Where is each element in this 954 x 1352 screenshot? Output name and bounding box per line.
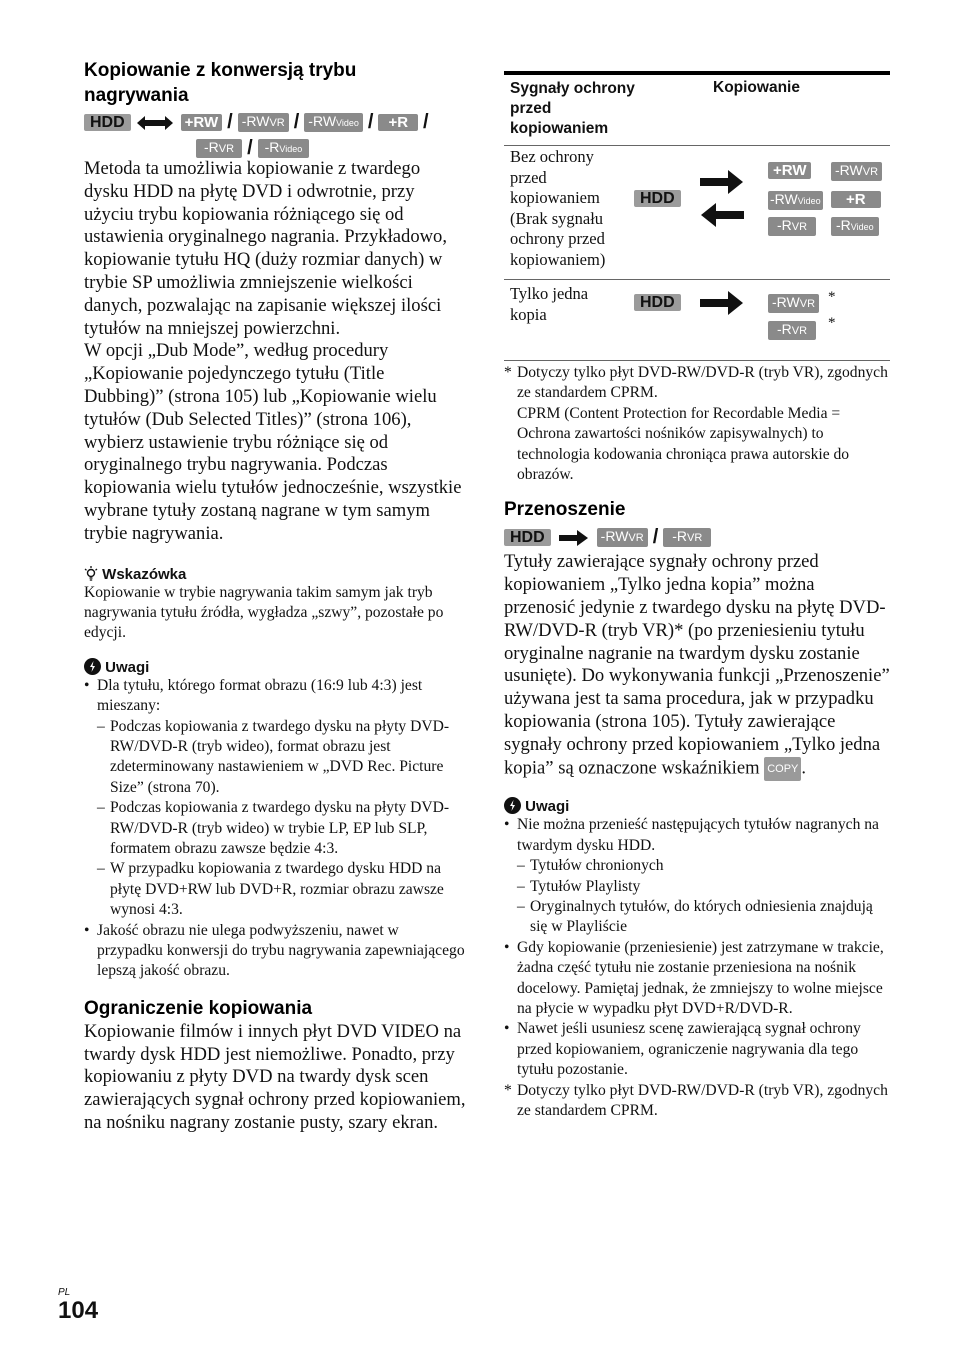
list-item [504,815,890,937]
badge-plus-r-text: +R [846,191,866,208]
page-number: 104 [58,1297,99,1324]
badge-r-vr-sub: VR [687,532,703,545]
badge-plus-rw [181,114,222,131]
paragraph-move-end: . [801,757,807,779]
list-item: – Podczas kopiowania z twardego dysku na płyty DVD-RW/DVD-R (tryb wideo), format obrazu jest zdeterminowany nastawieniem w „DVD Rec. Picture Size” (strona 70). [97,717,466,799]
badge-rw-vr [238,113,289,132]
badge-rw-vr-sub: VR [799,298,816,310]
separator: / [652,526,659,549]
badge-rw-vr-main: -RW [835,162,863,178]
hdd-badge: HDD [634,190,681,207]
badge-r-vr [663,528,711,547]
heading-move: Przenoszenie [504,499,626,521]
badge-rw-video [768,191,823,210]
sub-list [517,856,890,938]
right-body [504,363,890,1122]
hdd-badge: HDD [84,114,131,131]
badge-rw-video-sub: Video [797,196,821,206]
badge-rw-vr-sub: VR [269,117,285,129]
paragraph-copy-restriction: Kopiowanie filmów i innych płyt DVD VIDEO na twardy dysk HDD jest niemożliwe. Ponadto, przy kopiowaniu z płyty DVD na twardy dysk scen zawierających sygnał ochrony przed kopiowaniem, na nośniku nagrany zostanie pusty, szary ekran. [84,1020,466,1134]
badge-rw-vr-main: -RW [772,294,800,310]
copy-once-indicator: COPY [764,757,801,782]
notes-label: Uwagi [525,798,570,816]
hdd-badge: HDD [634,294,681,311]
paragraph-move [504,551,890,781]
badge-rw-vr [597,528,648,547]
badge-plus-r-text: +R [388,114,409,131]
asterisk: * [828,289,836,305]
list-item: – Oryginalnych tytułów, do których odniesienia znajdują się w Playliście [517,897,890,938]
list-item [84,676,466,921]
badge-rw-video [304,113,363,132]
notes-section-right [504,797,890,1121]
footnote-text-cprm: CPRM (Content Protection for Recordable Media = Ochrona zawartości nośników zapisywalnych) to technologia kodowania chroniąca prawa autorskie do obrazów. [517,404,850,484]
notes-header [84,658,466,676]
list-item: – Podczas kopiowania z twardego dysku na płyty DVD-RW/DVD-R (tryb wideo) w trybie LP, EP lub SLP, formatem obrazu zawsze będzie 4:3. [97,798,466,859]
list-item: • Jakość obrazu nie ulega podwyższeniu, nawet w przypadku konwersji do trybu nagrywania zapewniającego lepszą jakość obrazu. [84,921,466,982]
badge-r-video-sub: Video [279,144,303,154]
arrow-right-icon [700,169,744,195]
badge-r-vr [196,139,242,158]
badge-r-video-main: -R [836,217,851,233]
badge-r-video [258,139,310,158]
paragraph-method: Metoda ta umożliwia kopiowanie z twardego dysku HDD na płytę DVD i odwrotnie, przy użyciu trybu kopiowania różniącego się od ustawienia oryginalnego nagrania. Przykładowo, kopiowanie tytułu HQ (duży rozmiar danych) w trybie SP umożliwia zmniejszenie wielkości danych, pozwalając na zapisanie większej ilości tytułów na mniejszej powierzchni. [84,158,447,339]
heading-copy-restriction: Ograniczenie kopiowania [84,997,313,1019]
paragraph-dub-mode: W opcji „Dub Mode”, według procedury „Kopiowanie pojedynczego tytułu (Title Dubbing)” (strona 105) lub „Kopiowanie wielu tytułów (Dub Selected Titles)” (strona 106), wybierz ustawienie trybu różniące się od oryginalnego trybu nagrywania. Podczas kopiowania wielu tytułów jednocześnie, wszystkie wybrane tytuły zostaną nagrane w tym samym trybie nagrywania. [84,340,462,544]
separator: / [293,111,300,133]
arrow-right-icon [559,529,589,547]
list-item: – W przypadku kopiowania z twardego dysku HDD na płytę DVD+RW lub DVD+R, rozmiar obrazu zawsze wynosi 4:3. [97,859,466,920]
tip-text: Kopiowanie w trybie nagrywania takim samym jak tryb nagrywania tytułu źródła, wygładza „szwy”, pozostałe po edycji. [84,583,444,642]
badge-rw-video-main: -RW [770,191,798,207]
badge-plus-rw-text: +RW [184,114,219,131]
badge-r-video-sub: Video [850,222,874,232]
separator: / [423,111,429,133]
heading-dubbing-mode-conversion: Kopiowanie z konwersją trybu nagrywania [84,60,357,106]
badge-r-video-main: -R [264,139,280,155]
arrow-right-icon [700,290,744,316]
media-badges-row1 [84,111,430,134]
list-item: • Nawet jeśli usuniesz scenę zawierającą sygnał ochrony przed kopiowaniem, ograniczenie nagrywania dla tego tytułu pozostanie. [504,1019,890,1080]
left-body [84,158,466,1135]
notes-label: Uwagi [105,658,150,676]
footnote-text: Dotyczy tylko płyt DVD-RW/DVD-R (tryb VR), zgodnych ze standardem CPRM. [517,364,888,402]
notes-section-left [84,658,466,982]
footnote-mark: * [504,1081,512,1099]
badge-rw-video-main: -RW [308,113,337,129]
badge-rw-vr [768,294,819,313]
badge-r-vr [768,217,816,236]
separator: / [227,111,233,133]
notes-list-left [84,676,466,982]
table-header-copying: Kopiowanie [713,79,800,96]
badge-r-vr-sub: VR [791,221,808,233]
row-label-copy-once: Tylko jedna kopia [510,284,589,324]
badge-rw-vr-main: -RW [600,528,629,545]
footnote-cprm-2 [504,1081,890,1122]
page-language: PL [58,1287,71,1298]
separator: / [247,137,253,159]
table-header-signals: Sygnały ochrony przed kopiowaniem [510,80,635,137]
badge-plus-rw-text: +RW [773,162,807,179]
note-cannot-move: Nie można przenieść następujących tytułów nagranych na twardym dysku HDD. [517,816,879,854]
table-header-row [504,75,890,146]
warning-icon [84,658,101,675]
tip-label: Wskazówka [102,565,187,583]
move-badges [504,526,890,549]
badge-r-vr [768,321,816,340]
badge-r-vr-main: -R [672,528,688,545]
badge-plus-r [831,191,881,208]
sub-list [97,717,466,921]
badge-rw-vr [831,162,882,181]
footnote-cprm [504,363,890,485]
paragraph-move-text: Tytuły zawierające sygnały ochrony przed kopiowaniem „Tylko jedna kopia” można przenosić jedynie z twardego dysku na płytę DVD-RW/DVD-R (tryb VR)* (po przeniesieniu tytułu oryginalne nagranie na twardym dysku zostanie usunięte). Do wykonywania funkcji „Przenoszenie” używana jest ta sama procedura, jak w przypadku kopiowania (strona 105). Tytuły zawierające sygnały ochrony przed kopiowaniem „Tylko jedna kopia” są oznaczone wskaźnikiem [504,551,890,779]
badge-r-video [831,217,879,236]
badge-rw-vr-sub: VR [862,166,879,178]
bidirectional-arrow-icon [135,114,175,132]
badge-r-vr-sub: VR [791,325,808,337]
separator: / [367,111,374,133]
badge-rw-video-sub: Video [336,118,359,128]
badge-plus-rw [768,162,811,179]
lightbulb-icon [84,566,98,581]
table-row-copy-once [504,280,890,361]
asterisk: * [828,315,836,331]
tip-header [84,566,466,583]
media-badges-row2 [196,137,309,160]
badge-r-vr-main: -R [777,321,792,337]
row-label-no-protection: Bez ochrony przed kopiowaniem (Brak sygnału ochrony przed kopiowaniem) [510,147,606,269]
hdd-badge: HDD [504,529,551,546]
badge-rw-vr-sub: VR [628,532,644,545]
footnote-text: Dotyczy tylko płyt DVD-RW/DVD-R (tryb VR), zgodnych ze standardem CPRM. [517,1081,888,1120]
notes-list-right [504,815,890,1080]
notes-header [504,797,890,815]
tip-section [84,566,466,644]
badge-r-vr-main: -R [204,139,219,155]
badge-plus-r [378,114,418,131]
footnote-mark: * [504,364,512,381]
note-aspect-mixed: Dla tytułu, którego format obrazu (16:9 lub 4:3) jest mieszany: [97,676,423,715]
list-item: • Gdy kopiowanie (przeniesienie) jest zatrzymane w trakcie, żadna część tytułu nie zostanie przeniesiona na nośnik docelowy. Pamiętaj jednak, że zmniejszy to wolne miejsce na płycie w wypadku płyt DVD+R/DVD-R. [504,938,890,1020]
warning-icon [504,797,521,814]
badge-r-vr-sub: VR [218,143,235,155]
list-item: – Tytułów Playlisty [517,877,890,897]
badge-r-vr-main: -R [777,217,792,233]
copy-protection-table [504,71,890,361]
table-row-no-protection [504,146,890,280]
list-item: – Tytułów chronionych [517,856,890,876]
arrow-left-icon [700,202,744,228]
badge-rw-vr-main: -RW [241,113,270,129]
